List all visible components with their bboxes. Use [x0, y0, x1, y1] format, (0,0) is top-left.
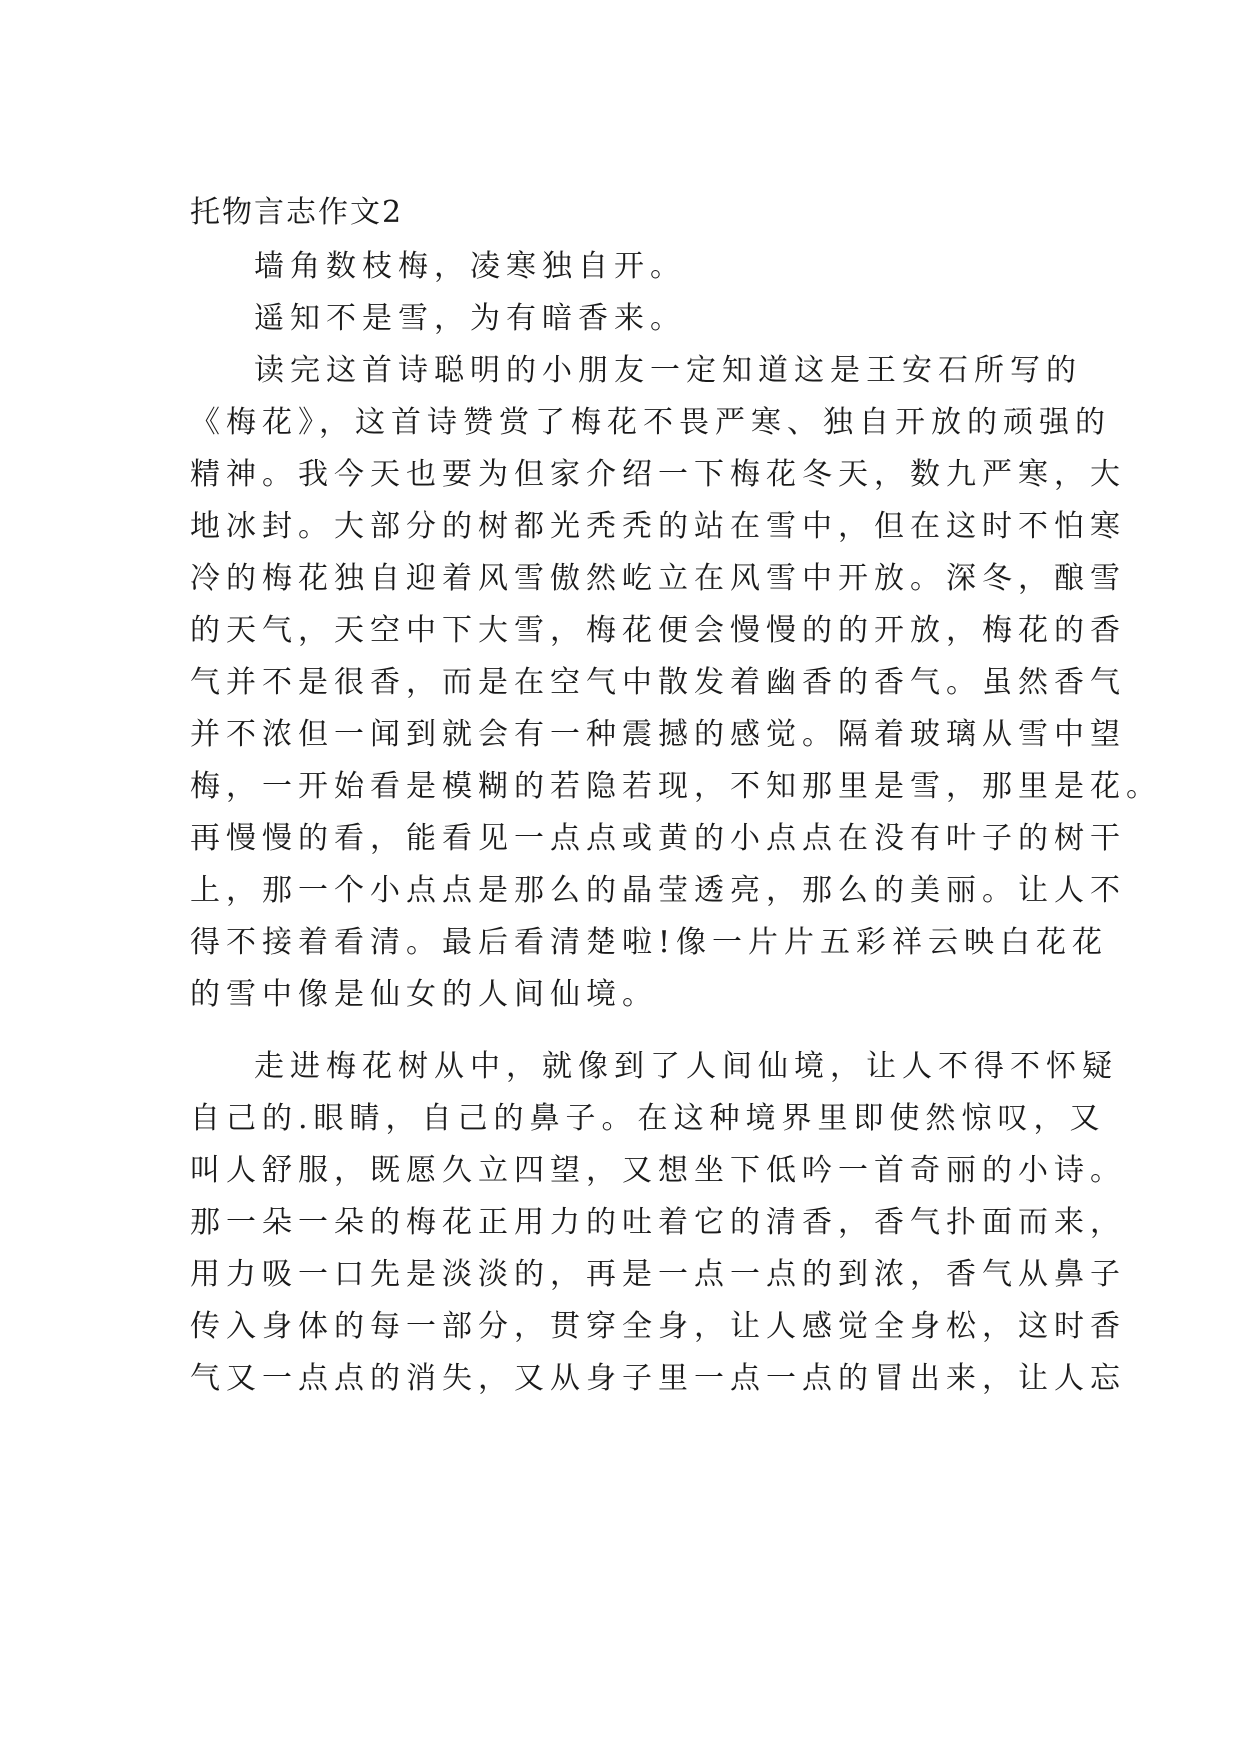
poem-line: 遥知不是雪，为有暗香来。 — [254, 301, 686, 336]
paragraph-line: 梅，一开始看是模糊的若隐若现，不知那里是雪，那里是花。 — [190, 769, 1162, 804]
paragraph-line: 上，那一个小点点是那么的晶莹透亮，那么的美丽。让人不 — [190, 873, 1126, 908]
paragraph-1 — [190, 347, 1162, 1019]
paragraph-line: 那一朵一朵的梅花正用力的吐着它的清香，香气扑面而来， — [190, 1205, 1126, 1240]
paragraph-line: 的雪中像是仙女的人间仙境。 — [190, 977, 658, 1012]
paragraph-line: 气并不是很香，而是在空气中散发着幽香的香气。虽然香气 — [190, 665, 1126, 700]
paragraph-line: 再慢慢的看，能看见一点点或黄的小点点在没有叶子的树干 — [190, 821, 1126, 856]
paragraph-line: 读完这首诗聪明的小朋友一定知道这是王安石所写的 — [254, 353, 1082, 388]
paragraph-gap — [190, 1023, 1052, 1043]
paragraph-line: 并不浓但一闻到就会有一种震撼的感觉。隔着玻璃从雪中望 — [190, 717, 1126, 752]
paragraph-2 — [190, 1043, 1126, 1403]
paragraph-line: 自己的.眼睛，自己的鼻子。在这种境界里即使然惊叹，又 — [190, 1101, 1106, 1136]
paragraph-line: 的天气，天空中下大雪，梅花便会慢慢的的开放，梅花的香 — [190, 613, 1126, 648]
paragraph-line: 用力吸一口先是淡淡的，再是一点一点的到浓，香气从鼻子 — [190, 1257, 1126, 1292]
poem-line: 墙角数枝梅，凌寒独自开。 — [254, 249, 686, 284]
essay-title: 托物言志作文2 — [190, 195, 404, 230]
document-body — [190, 193, 1162, 1407]
paragraph-line: 叫人舒服，既愿久立四望，又想坐下低吟一首奇丽的小诗。 — [190, 1153, 1126, 1188]
paragraph-line: 冷的梅花独自迎着风雪傲然屹立在风雪中开放。深冬，酿雪 — [190, 561, 1126, 596]
paragraph-line: 精神。我今天也要为但家介绍一下梅花冬天，数九严寒，大 — [190, 457, 1126, 492]
paragraph-line: 《梅花》，这首诗赞赏了梅花不畏严寒、独自开放的顽强的 — [190, 405, 1111, 440]
paragraph-line: 气又一点点的消失，又从身子里一点一点的冒出来，让人忘 — [190, 1361, 1126, 1396]
paragraph-line: 走进梅花树从中，就像到了人间仙境，让人不得不怀疑 — [254, 1049, 1118, 1084]
paragraph-line: 地冰封。大部分的树都光秃秃的站在雪中，但在这时不怕寒 — [190, 509, 1126, 544]
paragraph-line: 传入身体的每一部分，贯穿全身，让人感觉全身松，这时香 — [190, 1309, 1126, 1344]
paragraph-line: 得不接着看清。最后看清楚啦!像一片片五彩祥云映白花花 — [190, 925, 1109, 960]
